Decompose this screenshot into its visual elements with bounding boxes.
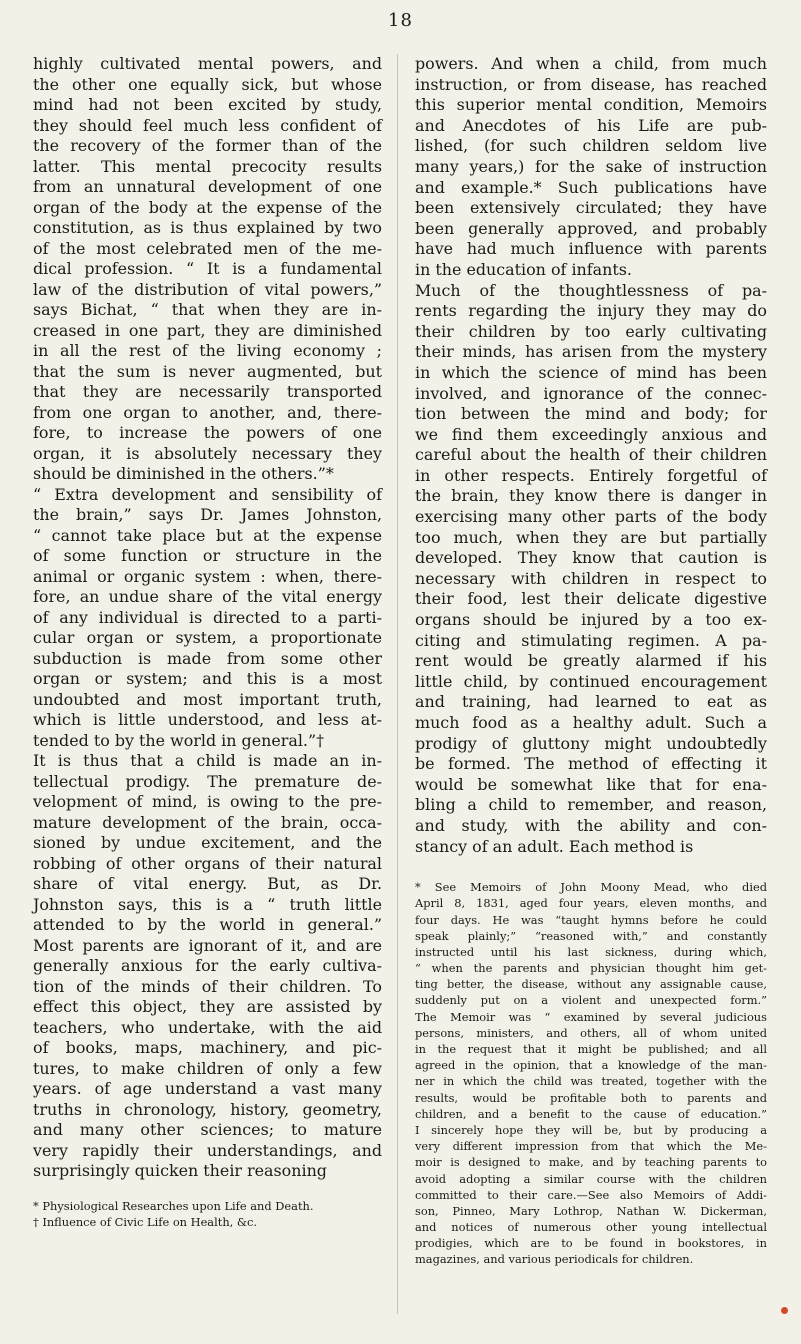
text-line: sioned by undue excitement, and the <box>33 833 382 852</box>
text-line: organ or system; and this is a most <box>33 669 382 688</box>
text-line: years. of age understand a vast many <box>33 1079 382 1098</box>
text-line: been extensively circulated; they have <box>415 198 767 218</box>
text-line: truths in chronology, history, geometry, <box>33 1099 382 1119</box>
right-column <box>415 54 767 1268</box>
text-line: powers. And when a child, from much <box>415 54 767 73</box>
text-line: lished, (for such children seldom live <box>415 136 767 156</box>
text-line: in other respects. Entirely forgetful of <box>415 465 767 485</box>
text-line: the recovery of the former than of the <box>33 136 382 155</box>
text-line: ting better, the disease, without any assignable cause, <box>415 977 767 992</box>
body-text-right <box>415 54 767 857</box>
text-line: avoid adopting a similar course with the children <box>415 1171 767 1186</box>
text-line: committed to their care.—See also Memoirs of Addi- <box>415 1187 767 1202</box>
text-line: of books, maps, machinery, and pic- <box>33 1038 382 1057</box>
text-line: children, and a benefit to the cause of education.” <box>415 1106 767 1121</box>
text-line: and example.* Such publications have <box>415 177 767 197</box>
ink-mark <box>781 1307 788 1314</box>
text-line: developed. They know that caution is <box>415 548 767 568</box>
text-line: undoubted and most important truth, <box>33 689 382 709</box>
text-line: Much of the thoughtlessness of pa- <box>415 280 767 300</box>
text-line: and study, with the ability and con- <box>415 815 767 835</box>
text-line: prodigies, which are to be found in bookstores, in <box>415 1236 767 1251</box>
text-line: much food as a healthy adult. Such a <box>415 713 767 732</box>
text-line: † Influence of Civic Life on Health, &c. <box>33 1214 258 1229</box>
text-line: animal or organic system : when, there- <box>33 566 382 586</box>
text-line: cular organ or system, a proportionate <box>33 628 382 647</box>
text-line: son, Pinneo, Mary Lothrop, Nathan W. Dickerman, <box>415 1203 767 1218</box>
text-line: rents regarding the injury they may do <box>415 301 767 321</box>
text-line: moir is designed to make, and by teaching parents to <box>415 1155 767 1170</box>
text-line: velopment of mind, is owing to the pre- <box>33 792 382 811</box>
text-line: and training, had learned to eat as <box>415 692 767 712</box>
text-line: in which the science of mind has been <box>415 362 767 382</box>
text-line: suddenly put on a violent and unexpected form.” <box>415 993 767 1008</box>
text-line: highly cultivated mental powers, and <box>33 54 382 73</box>
text-line: dical profession. “ It is a fundamental <box>33 259 382 278</box>
text-line: * See Memoirs of John Moony Mead, who died <box>415 880 767 895</box>
text-line: “ when the parents and physician thought him get- <box>415 961 767 976</box>
footnotes-left <box>33 1198 382 1230</box>
text-line: generally anxious for the early cultiva- <box>33 956 382 975</box>
text-line: results, would be profitable both to parents and <box>415 1090 767 1105</box>
text-line: speak plainly;” “reasoned with,” and constantly <box>415 928 767 943</box>
text-line: we find them exceedingly anxious and <box>415 424 767 444</box>
text-line: have had much influence with parents <box>415 239 767 259</box>
text-line: organ of the body at the expense of the <box>33 197 382 217</box>
text-line: four days. He was “taught hymns before he could <box>415 912 767 927</box>
text-line: prodigy of gluttony might undoubtedly <box>415 733 767 753</box>
text-line: the other one equally sick, but whose <box>33 74 382 94</box>
text-line: tures, to make children of only a few <box>33 1058 382 1078</box>
text-line: organs should be injured by a too ex- <box>415 610 767 630</box>
text-line: law of the distribution of vital powers,” <box>33 279 382 299</box>
text-line: of some function or structure in the <box>33 546 382 565</box>
text-line: that the sum is never augmented, but <box>33 361 382 381</box>
text-line: Johnston says, this is a “ truth little <box>33 894 382 914</box>
text-line: their food, lest their delicate digestive <box>415 589 767 609</box>
text-line: very rapidly their understandings, and <box>33 1140 382 1160</box>
text-line: the brain,” says Dr. James Johnston, <box>33 505 382 524</box>
text-line: organ, it is absolutely necessary they <box>33 443 382 463</box>
text-line: would be somewhat like that for ena- <box>415 774 767 794</box>
text-line: from one organ to another, and, there- <box>33 402 382 422</box>
text-line: this superior mental condition, Memoirs <box>415 95 767 115</box>
text-line: “ cannot take place but at the expense <box>33 525 382 545</box>
text-line: be formed. The method of effecting it <box>415 754 767 774</box>
text-line: creased in one part, they are diminished <box>33 320 382 340</box>
text-line: and notices of numerous other young intellectual <box>415 1220 767 1235</box>
text-line: says Bichat, “ that when they are in- <box>33 300 382 319</box>
text-line: exercising many other parts of the body <box>415 507 767 527</box>
text-line: share of vital energy. But, as Dr. <box>33 874 382 893</box>
text-line: in the education of infants. <box>415 259 632 279</box>
text-line: bling a child to remember, and reason, <box>415 795 767 815</box>
text-line: effect this object, they are assisted by <box>33 997 382 1016</box>
text-line: surprisingly quicken their reasoning <box>33 1161 327 1180</box>
text-line: been generally approved, and probably <box>415 218 767 238</box>
text-line: “ Extra development and sensibility of <box>33 484 382 504</box>
text-line: from an unnatural development of one <box>33 177 382 196</box>
text-line: in all the rest of the living economy ; <box>33 341 382 360</box>
text-line: the brain, they know there is danger in <box>415 486 767 506</box>
text-line: many years,) for the sake of instruction <box>415 156 767 176</box>
text-line: I sincerely hope they will be, but by producing a <box>415 1122 767 1137</box>
text-line: careful about the health of their children <box>415 445 767 465</box>
text-line: they should feel much less confident of <box>33 115 382 135</box>
text-line: of any individual is directed to a parti- <box>33 607 382 627</box>
text-line: mature development of the brain, occa- <box>33 812 382 832</box>
text-line: very different impression from that which the Me- <box>415 1139 767 1154</box>
text-line: of the most celebrated men of the me- <box>33 238 382 258</box>
text-line: and Anecdotes of his Life are pub- <box>415 115 767 135</box>
column-divider <box>397 54 398 1314</box>
text-line: should be diminished in the others.”* <box>33 464 334 483</box>
text-line: ner in which the child was treated, together with the <box>415 1074 767 1089</box>
text-line: constitution, as is thus explained by two <box>33 218 382 237</box>
text-line: too much, when they are but partially <box>415 527 767 547</box>
page-number: 18 <box>388 10 413 31</box>
text-line: persons, ministers, and others, all of whom united <box>415 1025 767 1040</box>
left-column <box>33 54 382 1230</box>
text-line: tion of the minds of their children. To <box>33 976 382 996</box>
text-line: tended to by the world in general.”† <box>33 730 325 750</box>
text-line: that they are necessarily transported <box>33 382 382 401</box>
text-line: in the request that it might be published; and all <box>415 1042 767 1057</box>
text-line: robbing of other organs of their natural <box>33 853 382 873</box>
text-line: rent would be greatly alarmed if his <box>415 651 767 671</box>
text-line: instructed until his last sickness, during which, <box>415 944 767 959</box>
text-line: involved, and ignorance of the connec- <box>415 383 767 403</box>
text-line: instruction, or from disease, has reached <box>415 74 767 94</box>
footnote-right <box>415 879 767 1268</box>
text-line: and many other sciences; to mature <box>33 1120 382 1139</box>
text-line: * Physiological Researches upon Life and Death. <box>33 1198 314 1213</box>
text-line: It is thus that a child is made an in- <box>33 751 382 770</box>
text-line: their children by too early cultivating <box>415 321 767 341</box>
text-line: citing and stimulating regimen. A pa- <box>415 630 767 650</box>
text-line: mind had not been excited by study, <box>33 95 382 114</box>
text-line: April 8, 1831, aged four years, eleven months, and <box>415 896 767 911</box>
text-line: their minds, has arisen from the mystery <box>415 342 767 362</box>
text-line: fore, to increase the powers of one <box>33 423 382 442</box>
text-line: The Memoir was “ examined by several judicious <box>415 1009 767 1024</box>
text-line: fore, an undue share of the vital energy <box>33 587 382 606</box>
text-line: which is little understood, and less at- <box>33 710 382 729</box>
body-text-left <box>33 54 382 1182</box>
text-line: attended to by the world in general.” <box>33 915 382 934</box>
text-line: agreed in the opinion, that a knowledge of the man- <box>415 1058 767 1073</box>
text-line: little child, by continued encouragement <box>415 671 767 691</box>
text-line: magazines, and various periodicals for children. <box>415 1252 694 1267</box>
text-line: tion between the mind and body; for <box>415 404 767 424</box>
text-line: latter. This mental precocity results <box>33 156 382 176</box>
text-line: subduction is made from some other <box>33 648 382 668</box>
text-line: Most parents are ignorant of it, and are <box>33 935 382 955</box>
text-line: teachers, who undertake, with the aid <box>33 1017 382 1037</box>
text-line: tellectual prodigy. The premature de- <box>33 771 382 791</box>
text-line: stancy of an adult. Each method is <box>415 836 694 856</box>
text-line: necessary with children in respect to <box>415 568 767 588</box>
